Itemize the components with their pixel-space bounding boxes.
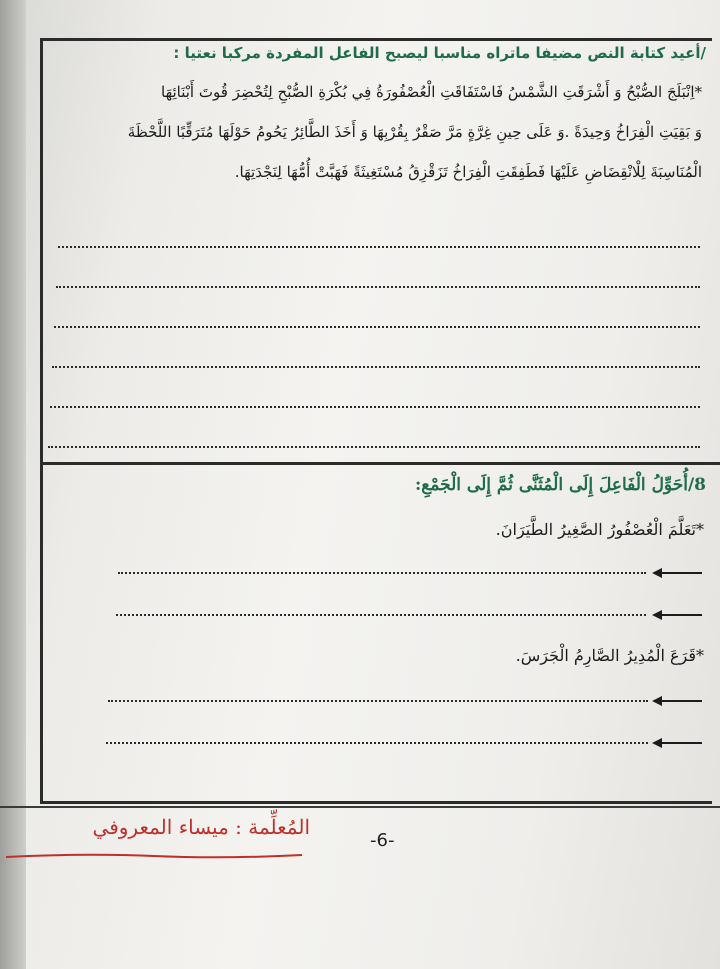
answer-line[interactable] xyxy=(48,446,700,448)
passage-line: الْمُنَاسِبَةَ لِلْانْقِضَاضِ عَلَيْهَا فَطَفِقَتِ الْفِرَاخُ تَزَقْزِقُ مُسْتَغِيثَةً فَهَبَّتْ أُمُّهَا لِنَجْدَتِهَا. xyxy=(234,163,702,181)
answer-line-plural[interactable] xyxy=(116,614,646,616)
passage-text xyxy=(42,72,702,192)
signature-underline xyxy=(4,852,304,860)
answer-line[interactable] xyxy=(58,246,700,248)
answer-line-plural[interactable] xyxy=(106,742,648,744)
answer-line[interactable] xyxy=(56,286,700,288)
question-7-prompt: /أعيد كتابة النص مضيفا ماتراه مناسبا ليصبح الفاعل المفردة مركبا نعتيا : xyxy=(173,44,706,62)
left-arrow-icon xyxy=(652,738,702,748)
answer-line[interactable] xyxy=(52,366,700,368)
question-8-prompt: 8/أُحَوِّلُ الْفَاعِلَ إِلَى الْمُثَنَّى ثُمَّ إِلَى الْجَمْعِ: xyxy=(414,475,706,495)
answer-line[interactable] xyxy=(54,326,700,328)
passage-line: *اِنْبَلَجَ الصُّبْحُ وَ أَشْرَقَتِ الشَّمْسُ فَاسْتَفَاقَتِ الْعُصْفُورَةُ فِي بُكْرَةِ الصُّبْحِ لِتُحْضِرَ قُوتَ أَبْنَائِهَا xyxy=(161,83,702,101)
left-arrow-icon xyxy=(652,610,702,620)
left-arrow-icon xyxy=(652,568,702,578)
passage-line: وَ بَقِيَتِ الْفِرَاخُ وَحِيدَةً .وَ عَلَى حِينِ غِرَّةٍ مَرَّ صَقْرٌ بِقُرْبِهَا وَ أَخَذَ الطَّائِرُ يَحُومُ حَوْلَهَا مُتَرَقِّبًا اللَّحْظَةَ xyxy=(127,123,702,141)
sentence-2: *قَرَعَ الْمُدِيرُ الصَّارِمُ الْجَرَسَ. xyxy=(515,646,704,665)
answer-line-dual[interactable] xyxy=(108,700,648,702)
sentence-1: *تَعَلَّمَ الْعُصْفُورُ الصَّغِيرُ الطَّيَرَانَ. xyxy=(495,520,704,539)
footer-rule xyxy=(0,806,720,808)
section-divider xyxy=(40,462,720,465)
answer-line[interactable] xyxy=(50,406,700,408)
answer-line-dual[interactable] xyxy=(118,572,646,574)
teacher-signature: المُعلِّمة : ميساء المعروفي xyxy=(92,815,310,839)
page-number: -6- xyxy=(370,830,395,851)
left-arrow-icon xyxy=(652,696,702,706)
